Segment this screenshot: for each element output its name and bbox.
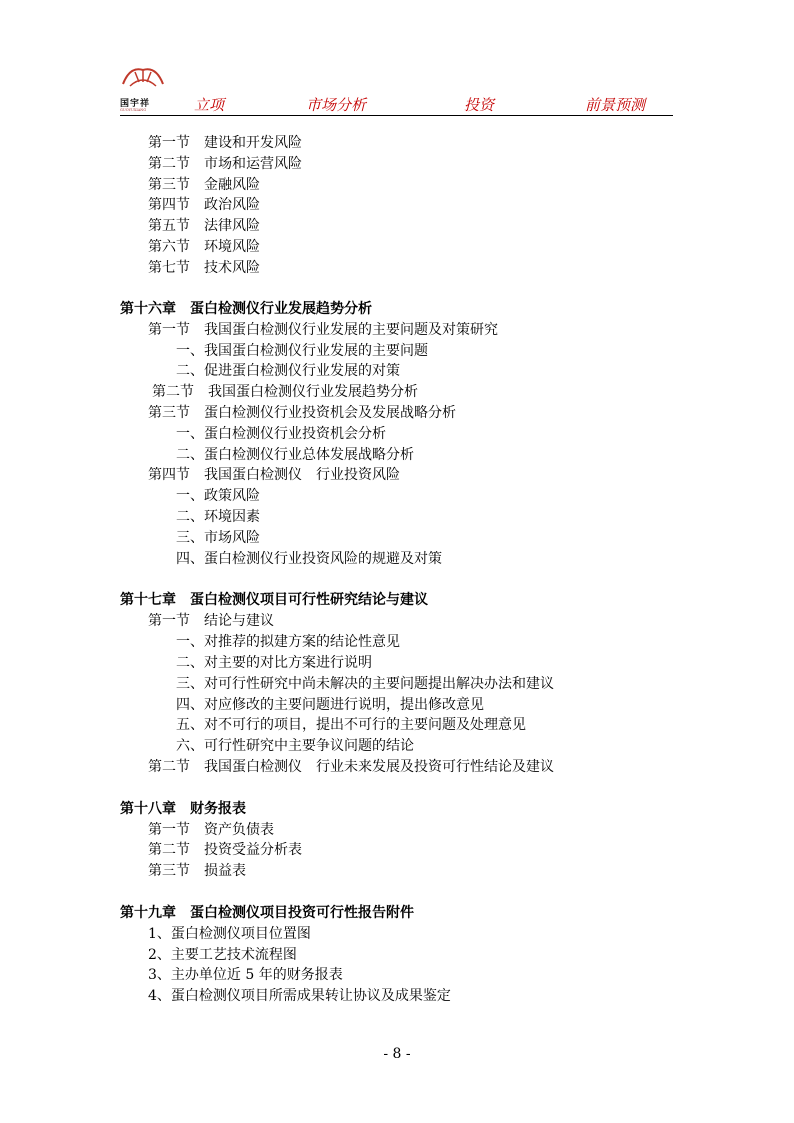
toc-subsection: 六、可行性研究中主要争议问题的结论 xyxy=(176,738,414,754)
logo-emblem-icon xyxy=(120,62,166,94)
toc-section: 第二节 我国蛋白检测仪 行业未来发展及投资可行性结论及建议 xyxy=(148,759,554,775)
nav-item-market-analysis[interactable]: 市场分析 xyxy=(306,96,367,114)
page-number: - 8 - xyxy=(383,1046,411,1062)
toc-section: 第一节 资产负债表 xyxy=(148,822,274,838)
toc-chapter-18: 第十八章 财务报表 xyxy=(120,801,246,817)
page-header xyxy=(120,58,673,116)
toc-section: 第五节 法律风险 xyxy=(148,218,260,234)
toc-section: 第四节 政治风险 xyxy=(148,197,260,213)
toc-subsection: 一、蛋白检测仪行业投资机会分析 xyxy=(176,426,386,442)
toc-section: 第六节 环境风险 xyxy=(148,239,260,255)
toc-subsection: 一、政策风险 xyxy=(176,488,260,504)
nav-item-forecast[interactable]: 前景预测 xyxy=(585,96,646,114)
toc-subsection: 五、对不可行的项目，提出不可行的主要问题及处理意见 xyxy=(176,717,526,733)
toc-chapter-17: 第十七章 蛋白检测仪项目可行性研究结论与建议 xyxy=(120,592,428,608)
toc-subsection: 四、对应修改的主要问题进行说明，提出修改意见 xyxy=(176,697,484,713)
toc-subsection: 一、对推荐的拟建方案的结论性意见 xyxy=(176,634,400,650)
toc-section: 第一节 建设和开发风险 xyxy=(148,135,302,151)
toc-subsection: 二、环境因素 xyxy=(176,509,260,525)
toc-section: 第一节 我国蛋白检测仪行业发展的主要问题及对策研究 xyxy=(148,322,498,338)
toc-section: 第二节 市场和运营风险 xyxy=(148,156,302,172)
toc-attachment: 2、主要工艺技术流程图 xyxy=(148,947,297,963)
toc-section: 第七节 技术风险 xyxy=(148,260,260,276)
toc-attachment: 3、主办单位近 5 年的财务报表 xyxy=(148,967,343,983)
header-divider xyxy=(120,115,673,116)
company-logo xyxy=(120,62,170,114)
toc-section: 第三节 蛋白检测仪行业投资机会及发展战略分析 xyxy=(148,405,456,421)
toc-subsection: 一、我国蛋白检测仪行业发展的主要问题 xyxy=(176,343,428,359)
toc-attachment: 4、蛋白检测仪项目所需成果转让协议及成果鉴定 xyxy=(148,988,451,1004)
toc-attachment: 1、蛋白检测仪项目位置图 xyxy=(148,926,311,942)
logo-subtitle: GUOYUXIANG xyxy=(120,108,147,112)
logo-name: 国宇祥 xyxy=(120,99,151,109)
toc-section: 第二节 我国蛋白检测仪行业发展趋势分析 xyxy=(152,384,418,400)
toc-subsection: 四、蛋白检测仪行业投资风险的规避及对策 xyxy=(176,551,442,567)
toc-section: 第三节 金融风险 xyxy=(148,177,260,193)
toc-subsection: 二、促进蛋白检测仪行业发展的对策 xyxy=(176,363,400,379)
toc-section: 第四节 我国蛋白检测仪 行业投资风险 xyxy=(148,467,400,483)
toc-chapter-19: 第十九章 蛋白检测仪项目投资可行性报告附件 xyxy=(120,905,414,921)
toc-section: 第一节 结论与建议 xyxy=(148,613,274,629)
toc-section: 第三节 损益表 xyxy=(148,863,246,879)
toc-subsection: 二、蛋白检测仪行业总体发展战略分析 xyxy=(176,447,414,463)
toc-section: 第二节 投资受益分析表 xyxy=(148,842,302,858)
toc-subsection: 三、对可行性研究中尚未解决的主要问题提出解决办法和建议 xyxy=(176,676,554,692)
toc-chapter-16: 第十六章 蛋白检测仪行业发展趋势分析 xyxy=(120,301,372,317)
nav-item-investment[interactable]: 投资 xyxy=(464,96,495,114)
toc-subsection: 三、市场风险 xyxy=(176,530,260,546)
nav-item-lixiang[interactable]: 立项 xyxy=(194,96,225,114)
toc-subsection: 二、对主要的对比方案进行说明 xyxy=(176,655,372,671)
